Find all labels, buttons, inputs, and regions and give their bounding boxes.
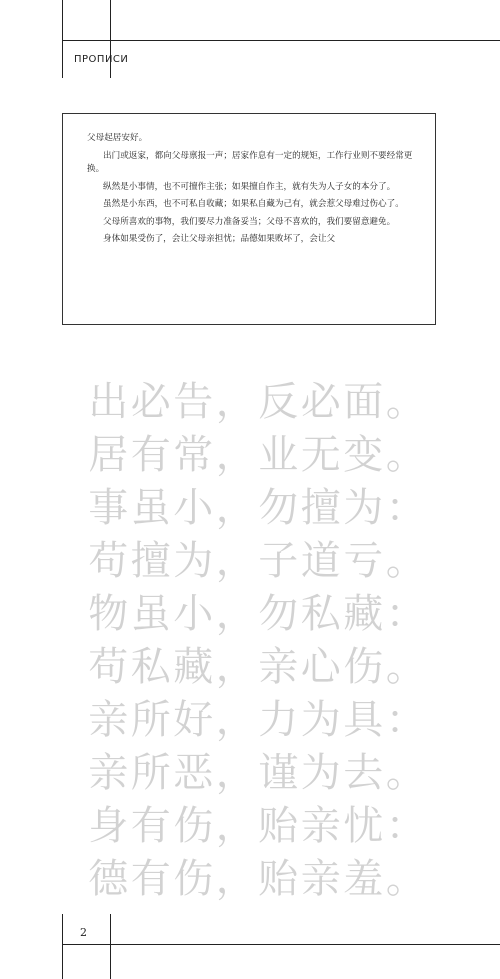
mid-vertical-top <box>110 0 111 78</box>
practice-row <box>88 478 428 531</box>
trace-character: ： <box>385 485 428 531</box>
trace-character: 面 <box>343 379 386 425</box>
trace-character: 苟 <box>88 538 131 584</box>
trace-character: 亏 <box>343 538 386 584</box>
left-vertical-top <box>62 0 63 78</box>
trace-character: 出 <box>88 379 131 425</box>
page-number: 2 <box>80 926 87 939</box>
trace-character: 伤 <box>173 856 216 902</box>
trace-character: 道 <box>300 538 343 584</box>
trace-character: 伤 <box>343 644 386 690</box>
trace-character: 。 <box>385 432 428 478</box>
practice-row <box>88 531 428 584</box>
trace-character: ： <box>385 803 428 849</box>
passage-paragraph: 父母所喜欢的事物，我们要尽力准备妥当；父母不喜欢的，我们要留意避免。 <box>103 216 396 227</box>
trace-character: 擅 <box>300 485 343 531</box>
trace-character: 虽 <box>130 591 173 637</box>
trace-character: 为 <box>343 485 386 531</box>
trace-character: 虽 <box>130 485 173 531</box>
trace-character: 。 <box>385 750 428 796</box>
trace-character: 力 <box>258 697 301 743</box>
trace-character: 私 <box>300 591 343 637</box>
trace-character: 伤 <box>173 803 216 849</box>
passage-paragraph: 纵然是小事情，也不可擅作主张；如果擅自作主，就有失为人子女的本分了。 <box>103 181 396 192</box>
left-vertical-bottom <box>62 914 63 979</box>
passage-paragraph: 身体如果受伤了，会让父母亲担忧；品德如果败坏了，会让父 <box>103 234 336 244</box>
trace-character: ， <box>215 856 258 902</box>
passage-paragraph: 出门或返家，都向父母禀报一声；居家作息有一定的规矩，工作行业则不要经常更换。 <box>87 150 413 174</box>
trace-character: 羞 <box>343 856 386 902</box>
trace-character: 有 <box>130 432 173 478</box>
trace-character: 藏 <box>173 644 216 690</box>
top-divider <box>62 40 500 41</box>
practice-row <box>88 584 428 637</box>
trace-character: 忧 <box>343 803 386 849</box>
trace-character: 为 <box>300 750 343 796</box>
trace-character: 事 <box>88 485 131 531</box>
trace-character: 物 <box>88 591 131 637</box>
trace-character: ， <box>215 750 258 796</box>
passage-box <box>62 113 436 325</box>
trace-character: 勿 <box>258 485 301 531</box>
trace-character: ， <box>215 697 258 743</box>
trace-character: 告 <box>173 379 216 425</box>
trace-character: 心 <box>300 644 343 690</box>
trace-character: ， <box>215 379 258 425</box>
trace-character: 变 <box>343 432 386 478</box>
practice-row <box>88 743 428 796</box>
trace-character: 所 <box>130 697 173 743</box>
trace-character: 小 <box>173 591 216 637</box>
passage-line: 父母起居安好。 <box>87 133 148 143</box>
trace-character: 为 <box>173 538 216 584</box>
trace-character: ， <box>215 538 258 584</box>
trace-character: 。 <box>385 538 428 584</box>
trace-character: ， <box>215 644 258 690</box>
trace-character: 子 <box>258 538 301 584</box>
trace-character: 所 <box>130 750 173 796</box>
trace-character: 贻 <box>258 856 301 902</box>
trace-character: 亲 <box>300 856 343 902</box>
trace-character: 勿 <box>258 591 301 637</box>
trace-character: 。 <box>385 644 428 690</box>
trace-character: 身 <box>88 803 131 849</box>
trace-character: 业 <box>258 432 301 478</box>
trace-character: 。 <box>385 379 428 425</box>
trace-character: 无 <box>300 432 343 478</box>
passage-paragraph: 虽然是小东西，也不可私自收藏；如果私自藏为己有，就会惹父母难过伤心了。 <box>103 199 404 209</box>
trace-character: ， <box>215 591 258 637</box>
trace-character: 常 <box>173 432 216 478</box>
practice-row <box>88 796 428 849</box>
practice-row <box>88 425 428 478</box>
trace-character: 恶 <box>173 750 216 796</box>
trace-character: 有 <box>130 803 173 849</box>
practice-grid <box>88 372 428 902</box>
bottom-divider <box>62 944 500 945</box>
trace-character: 必 <box>130 379 173 425</box>
trace-character: ， <box>215 432 258 478</box>
trace-character: 贻 <box>258 803 301 849</box>
practice-row <box>88 849 428 902</box>
practice-row <box>88 690 428 743</box>
trace-character: 藏 <box>343 591 386 637</box>
trace-character: 。 <box>385 856 428 902</box>
practice-row <box>88 372 428 425</box>
trace-character: 为 <box>300 697 343 743</box>
trace-character: 谨 <box>258 750 301 796</box>
trace-character: 亲 <box>258 644 301 690</box>
trace-character: ： <box>385 697 428 743</box>
trace-character: 有 <box>130 856 173 902</box>
trace-character: ， <box>215 485 258 531</box>
trace-character: 亲 <box>88 697 131 743</box>
section-label: ПРОПИСИ <box>74 54 129 65</box>
trace-character: 德 <box>88 856 131 902</box>
trace-character: 居 <box>88 432 131 478</box>
trace-character: 反 <box>258 379 301 425</box>
trace-character: 去 <box>343 750 386 796</box>
trace-character: 苟 <box>88 644 131 690</box>
trace-character: 具 <box>343 697 386 743</box>
mid-vertical-bottom <box>110 914 111 979</box>
trace-character: 私 <box>130 644 173 690</box>
practice-row <box>88 637 428 690</box>
trace-character: 亲 <box>300 803 343 849</box>
trace-character: 必 <box>300 379 343 425</box>
trace-character: 小 <box>173 485 216 531</box>
trace-character: 好 <box>173 697 216 743</box>
trace-character: ， <box>215 803 258 849</box>
trace-character: ： <box>385 591 428 637</box>
trace-character: 亲 <box>88 750 131 796</box>
trace-character: 擅 <box>130 538 173 584</box>
